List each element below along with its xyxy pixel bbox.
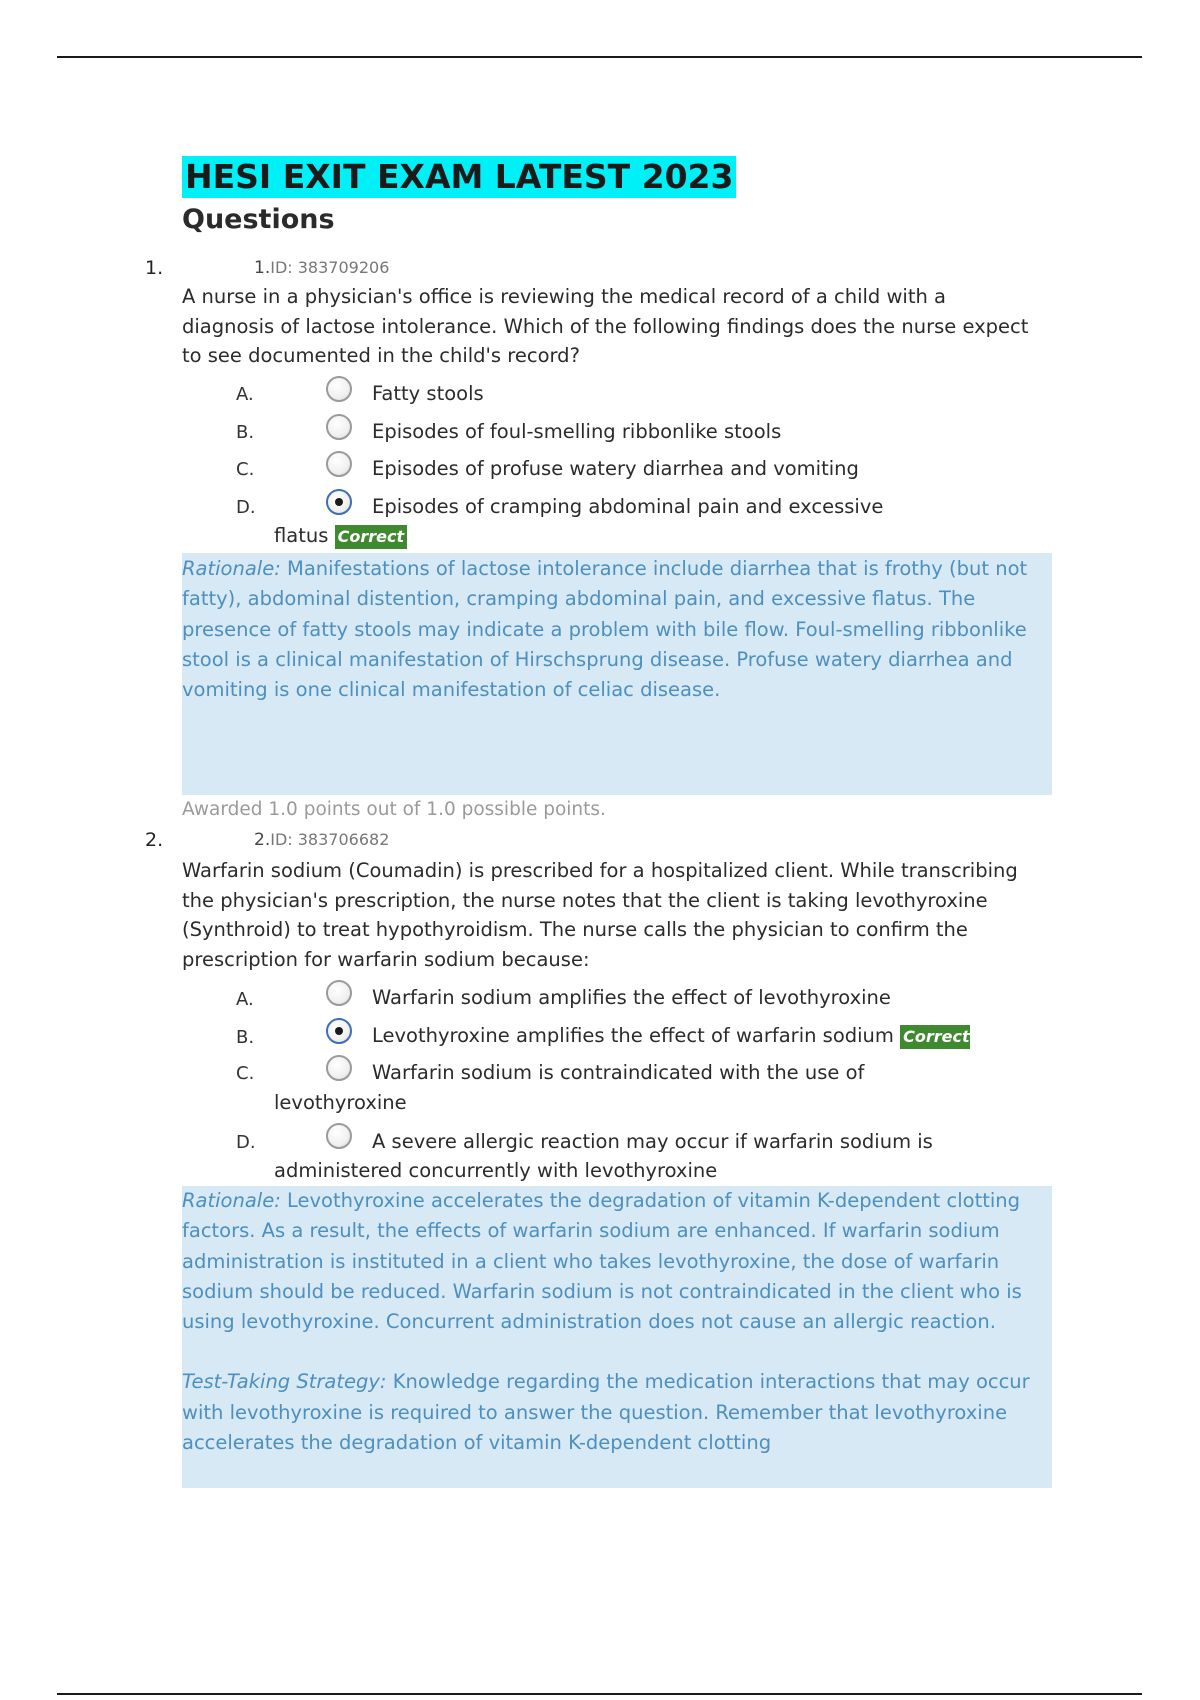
rationale-box	[182, 1186, 1052, 1488]
option-b-label: Levothyroxine amplifies the effect of warfarin sodium	[372, 1024, 894, 1047]
question-text: Warfarin sodium (Coumadin) is prescribed for a hospitalized client. While transcribing the physician's prescription, the nurse notes that the client is taking levothyroxine (Synthroid) to treat hypothyroidism. The nurse calls the physician to confirm the prescription for warfarin sodium because:	[182, 859, 1018, 971]
question-id-label: ID: 383709206	[270, 258, 390, 277]
radio-selected-dot	[335, 1027, 343, 1035]
option-letter: D.	[236, 1132, 256, 1153]
section-heading: Questions	[182, 204, 335, 235]
option-d-text-cont: flatus	[274, 524, 329, 547]
option-c-text: Episodes of profuse watery diarrhea and vomiting	[372, 457, 859, 480]
question-number: 2.	[145, 829, 164, 851]
question-text: A nurse in a physician's office is reviewing the medical record of a child with a diagnosis of lactose intolerance. Which of the following findings does the nurse expect to see documented in the child's record?	[182, 285, 1029, 367]
option-b-radio[interactable]	[326, 1018, 352, 1044]
option-a-text: Fatty stools	[372, 382, 484, 405]
option-b-text: Episodes of foul-smelling ribbonlike stools	[372, 420, 782, 443]
option-d-radio[interactable]	[326, 1123, 352, 1149]
option-c-text-cont: levothyroxine	[274, 1091, 407, 1114]
question-id	[254, 257, 389, 279]
radio-selected-dot	[335, 498, 343, 506]
option-letter: B.	[236, 1027, 255, 1048]
document-title: HESI EXIT EXAM LATEST 2023	[182, 156, 736, 198]
bottom-rule	[57, 1693, 1142, 1695]
option-c-radio[interactable]	[326, 451, 352, 477]
rationale-label: Rationale:	[182, 1189, 281, 1212]
strategy-label: Test-Taking Strategy:	[182, 1370, 387, 1394]
awarded-points: Awarded 1.0 points out of 1.0 possible points.	[182, 799, 606, 820]
option-a-text: Warfarin sodium amplifies the effect of levothyroxine	[372, 986, 891, 1009]
rationale-paragraph	[182, 1186, 1052, 1337]
option-d-text-cont: administered concurrently with levothyroxine	[274, 1159, 718, 1182]
correct-badge: Correct	[900, 1025, 970, 1049]
correct-badge: Correct	[335, 525, 408, 549]
option-d-text-continued	[274, 523, 407, 549]
option-letter: D.	[236, 497, 256, 518]
option-d-text: Episodes of cramping abdominal pain and excessive	[372, 495, 884, 518]
rationale-box	[182, 553, 1052, 795]
question-inner-number: 2.	[254, 830, 271, 850]
option-d-radio[interactable]	[326, 489, 352, 515]
option-a-radio[interactable]	[326, 376, 352, 402]
question-id	[254, 829, 389, 851]
option-letter: C.	[236, 459, 255, 480]
rationale-paragraph	[182, 553, 1052, 705]
option-letter: A.	[236, 384, 254, 405]
option-a-radio[interactable]	[326, 980, 352, 1006]
question-number: 1.	[145, 257, 164, 279]
strategy-text: Knowledge regarding the medication interactions that may occur with levothyroxine is required to answer the question. Remember that levothyroxine accelerates the degradation of vitamin K-dependent clotting	[182, 1370, 1030, 1455]
correct-badge-clip	[900, 1024, 970, 1050]
question-inner-number: 1.	[254, 258, 271, 278]
question-id-label: ID: 383706682	[270, 830, 390, 849]
option-b-radio[interactable]	[326, 414, 352, 440]
top-rule	[57, 56, 1142, 58]
rationale-text: Manifestations of lactose intolerance include diarrhea that is frothy (but not fatty), abdominal distention, cramping abdominal pain, and excessive flatus. The presence of fatty stools may indicate a problem with bile flow. Foul-smelling ribbonlike stool is a clinical manifestation of Hirschsprung disease. Profuse watery diarrhea and vomiting is one clinical manifestation of celiac disease.	[182, 557, 1028, 702]
option-c-radio[interactable]	[326, 1055, 352, 1081]
option-letter: B.	[236, 422, 255, 443]
option-d-text: A severe allergic reaction may occur if warfarin sodium is	[372, 1130, 933, 1153]
option-c-text: Warfarin sodium is contraindicated with the use of	[372, 1061, 865, 1084]
rationale-text: Levothyroxine accelerates the degradation of vitamin K-dependent clotting factors. As a result, the effects of warfarin sodium are enhanced. If warfarin sodium administration is instituted in a client who takes levothyroxine, the dose of warfarin sodium should be reduced. Warfarin sodium is not contraindicated in the client who is using levothyroxine. Concurrent administration does not cause an allergic reaction.	[182, 1189, 1022, 1334]
strategy-paragraph	[182, 1367, 1052, 1458]
option-letter: A.	[236, 989, 254, 1010]
option-letter: C.	[236, 1063, 255, 1084]
option-b-text	[372, 1023, 970, 1050]
rationale-label: Rationale:	[182, 557, 281, 580]
